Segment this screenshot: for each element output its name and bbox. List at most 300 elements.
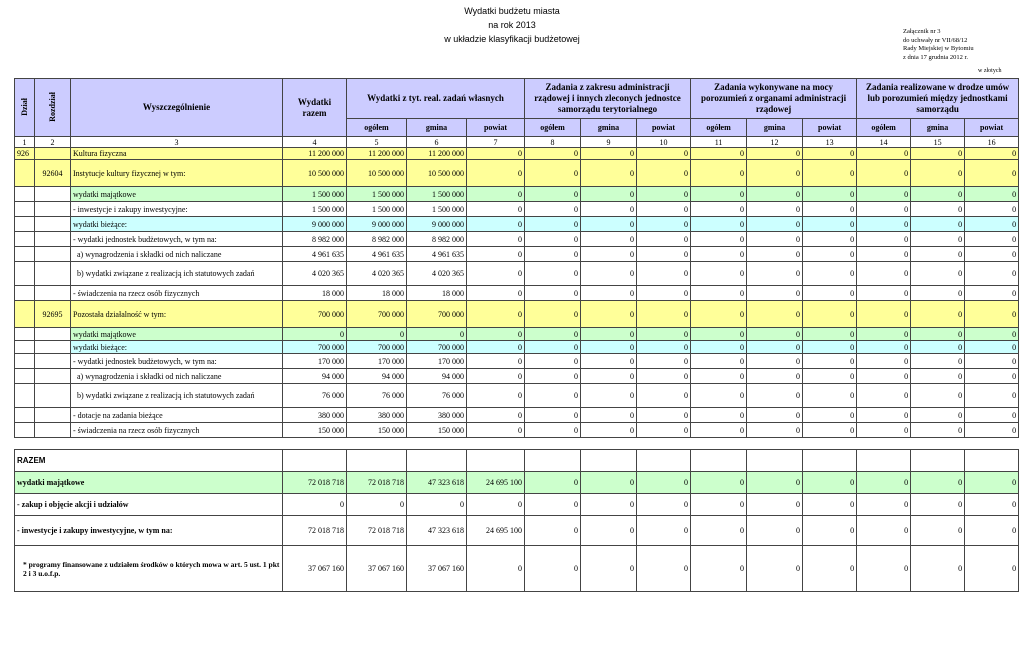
- cell-value: 0: [747, 232, 803, 247]
- cell-label: Instytucje kultury fizycznej w tym:: [71, 160, 283, 187]
- cell-value: 9 000 000: [347, 217, 407, 232]
- column-number: 8: [525, 137, 581, 148]
- cell-value: 0: [467, 423, 525, 438]
- cell-value: 0: [525, 187, 581, 202]
- annex-note: [903, 28, 974, 62]
- cell-value: 0: [911, 408, 965, 423]
- column-number: 11: [691, 137, 747, 148]
- column-number: 16: [965, 137, 1019, 148]
- cell-value: 0: [637, 341, 691, 354]
- col-dzial: Dział: [15, 79, 35, 137]
- cell-value: 4 961 635: [407, 247, 467, 262]
- cell-value: 0: [857, 247, 911, 262]
- cell-value: 0: [965, 202, 1019, 217]
- table-row: [15, 187, 1019, 202]
- cell-dzial: [15, 262, 35, 286]
- column-number: 3: [71, 137, 283, 148]
- cell-value: 4 020 365: [283, 262, 347, 286]
- cell-value: 0: [965, 262, 1019, 286]
- cell-dzial: [15, 286, 35, 301]
- razem-value: 0: [965, 494, 1019, 516]
- razem-value: 0: [581, 472, 637, 494]
- cell-value: 0: [525, 408, 581, 423]
- cell-value: 0: [691, 247, 747, 262]
- spacer-cell: [15, 438, 1019, 450]
- col-powiat: powiat: [965, 119, 1019, 137]
- cell-value: 0: [691, 187, 747, 202]
- razem-value: 0: [857, 546, 911, 592]
- cell-value: 76 000: [283, 384, 347, 408]
- cell-value: 76 000: [347, 384, 407, 408]
- cell-dzial: [15, 247, 35, 262]
- cell-value: 0: [581, 369, 637, 384]
- razem-empty-cell: [747, 450, 803, 472]
- cell-value: 0: [911, 369, 965, 384]
- cell-value: 8 982 000: [347, 232, 407, 247]
- cell-value: 0: [467, 369, 525, 384]
- cell-label: a) wynagrodzenia i składki od nich naliczane: [71, 369, 283, 384]
- cell-value: 0: [691, 369, 747, 384]
- col-ogolem: ogółem: [525, 119, 581, 137]
- col-group-drodze: Zadania realizowane w drodze umów lub porozumień między jednostkami samorządu: [857, 79, 1019, 119]
- column-number: 12: [747, 137, 803, 148]
- cell-value: 0: [911, 384, 965, 408]
- spacer-row: [15, 438, 1019, 450]
- table-row: [15, 262, 1019, 286]
- cell-value: 0: [467, 408, 525, 423]
- cell-label: - dotacje na zadania bieżące: [71, 408, 283, 423]
- cell-value: 0: [637, 217, 691, 232]
- cell-value: 0: [581, 160, 637, 187]
- cell-value: 700 000: [283, 301, 347, 328]
- table-row: [15, 369, 1019, 384]
- cell-rozdzial: [35, 262, 71, 286]
- razem-empty-cell: [283, 450, 347, 472]
- cell-value: 0: [747, 408, 803, 423]
- cell-value: 0: [525, 369, 581, 384]
- razem-empty-cell: [525, 450, 581, 472]
- cell-value: 0: [637, 369, 691, 384]
- cell-value: 0: [857, 328, 911, 341]
- razem-value: 0: [637, 546, 691, 592]
- cell-rozdzial: [35, 247, 71, 262]
- cell-value: 1 500 000: [407, 202, 467, 217]
- cell-value: 0: [965, 217, 1019, 232]
- cell-value: 0: [691, 202, 747, 217]
- cell-value: 8 982 000: [407, 232, 467, 247]
- razem-value: 0: [747, 546, 803, 592]
- document-subtitle: w układzie klasyfikacji budżetowej: [444, 34, 580, 44]
- cell-rozdzial: [35, 202, 71, 217]
- cell-value: 0: [637, 148, 691, 160]
- cell-value: 0: [525, 341, 581, 354]
- cell-value: 0: [525, 384, 581, 408]
- cell-value: 1 500 000: [407, 187, 467, 202]
- cell-value: 0: [581, 262, 637, 286]
- cell-value: 0: [637, 232, 691, 247]
- cell-value: 0: [691, 160, 747, 187]
- cell-value: 0: [637, 384, 691, 408]
- table-row: [15, 301, 1019, 328]
- razem-header-row: [15, 450, 1019, 472]
- cell-value: 0: [525, 301, 581, 328]
- cell-value: 0: [747, 247, 803, 262]
- razem-title: RAZEM: [15, 450, 283, 472]
- cell-value: 0: [803, 148, 857, 160]
- column-number: 14: [857, 137, 911, 148]
- cell-value: 1 500 000: [347, 187, 407, 202]
- cell-value: 0: [803, 160, 857, 187]
- razem-empty-cell: [407, 450, 467, 472]
- razem-value: 0: [965, 472, 1019, 494]
- cell-value: 0: [747, 202, 803, 217]
- razem-value: 0: [747, 494, 803, 516]
- annex-line: Załącznik nr 3: [903, 28, 941, 35]
- col-powiat: powiat: [467, 119, 525, 137]
- column-number: 15: [911, 137, 965, 148]
- cell-value: 0: [857, 202, 911, 217]
- razem-value: 0: [747, 516, 803, 546]
- razem-value: 0: [857, 472, 911, 494]
- cell-dzial: [15, 232, 35, 247]
- cell-value: 0: [965, 247, 1019, 262]
- razem-value: 0: [407, 494, 467, 516]
- cell-value: 0: [467, 354, 525, 369]
- cell-value: 700 000: [407, 341, 467, 354]
- cell-value: 0: [581, 202, 637, 217]
- razem-value: 0: [467, 494, 525, 516]
- cell-rozdzial: 92604: [35, 160, 71, 187]
- cell-value: 0: [965, 301, 1019, 328]
- cell-label: - świadczenia na rzecz osób fizycznych: [71, 286, 283, 301]
- annex-line: z dnia 17 grudnia 2012 r.: [903, 53, 968, 61]
- razem-value: 47 323 618: [407, 472, 467, 494]
- razem-value: 0: [637, 494, 691, 516]
- razem-value: 0: [911, 546, 965, 592]
- razem-value: 0: [857, 494, 911, 516]
- cell-dzial: [15, 217, 35, 232]
- razem-value: 0: [637, 516, 691, 546]
- cell-dzial: [15, 187, 35, 202]
- cell-value: 0: [747, 148, 803, 160]
- razem-value: 37 067 160: [347, 546, 407, 592]
- cell-rozdzial: [35, 328, 71, 341]
- col-powiat: powiat: [637, 119, 691, 137]
- cell-value: 4 961 635: [347, 247, 407, 262]
- cell-value: 0: [965, 148, 1019, 160]
- cell-value: 0: [911, 202, 965, 217]
- cell-value: 0: [467, 247, 525, 262]
- cell-label: wydatki majątkowe: [71, 187, 283, 202]
- cell-label: wydatki majątkowe: [71, 328, 283, 341]
- cell-value: 0: [637, 187, 691, 202]
- cell-value: 0: [857, 423, 911, 438]
- cell-value: 0: [467, 301, 525, 328]
- cell-value: 0: [581, 341, 637, 354]
- cell-value: 0: [637, 423, 691, 438]
- razem-empty-cell: [965, 450, 1019, 472]
- cell-rozdzial: [35, 384, 71, 408]
- cell-value: 0: [965, 354, 1019, 369]
- cell-value: 700 000: [407, 301, 467, 328]
- razem-empty-cell: [467, 450, 525, 472]
- cell-dzial: [15, 354, 35, 369]
- razem-value: 37 067 160: [283, 546, 347, 592]
- cell-rozdzial: [35, 286, 71, 301]
- cell-value: 0: [637, 202, 691, 217]
- razem-value: 0: [467, 546, 525, 592]
- razem-value: 0: [525, 472, 581, 494]
- table-row: [15, 423, 1019, 438]
- cell-value: 0: [965, 423, 1019, 438]
- table-row: [15, 202, 1019, 217]
- cell-value: 10 500 000: [347, 160, 407, 187]
- razem-label: - inwestycje i zakupy inwestycyjne, w tym na:: [15, 516, 283, 546]
- cell-value: 700 000: [347, 341, 407, 354]
- cell-value: 0: [581, 354, 637, 369]
- table-row: [15, 354, 1019, 369]
- cell-value: 0: [581, 423, 637, 438]
- column-number: 6: [407, 137, 467, 148]
- razem-value: 0: [347, 494, 407, 516]
- header-row-top: [15, 79, 1019, 119]
- cell-value: 150 000: [283, 423, 347, 438]
- col-ogolem: ogółem: [857, 119, 911, 137]
- cell-value: 0: [911, 262, 965, 286]
- cell-value: 0: [637, 247, 691, 262]
- cell-value: 0: [581, 408, 637, 423]
- cell-value: 94 000: [407, 369, 467, 384]
- razem-value: 0: [283, 494, 347, 516]
- cell-dzial: [15, 408, 35, 423]
- cell-value: 0: [467, 328, 525, 341]
- cell-value: 0: [525, 354, 581, 369]
- cell-value: 0: [803, 328, 857, 341]
- cell-value: 0: [911, 423, 965, 438]
- cell-dzial: [15, 202, 35, 217]
- cell-value: 10 500 000: [283, 160, 347, 187]
- cell-value: 0: [691, 286, 747, 301]
- cell-value: 0: [581, 328, 637, 341]
- cell-value: 0: [911, 217, 965, 232]
- cell-value: 0: [911, 354, 965, 369]
- cell-value: 0: [467, 202, 525, 217]
- cell-value: 0: [581, 148, 637, 160]
- cell-value: 0: [803, 232, 857, 247]
- cell-value: 1 500 000: [283, 202, 347, 217]
- column-number: 2: [35, 137, 71, 148]
- razem-value: 0: [965, 516, 1019, 546]
- cell-label: Kultura fizyczna: [71, 148, 283, 160]
- razem-value: 0: [691, 546, 747, 592]
- cell-value: 18 000: [283, 286, 347, 301]
- razem-row: [15, 472, 1019, 494]
- cell-value: 0: [691, 301, 747, 328]
- cell-value: 0: [911, 286, 965, 301]
- cell-value: 0: [747, 354, 803, 369]
- cell-value: 0: [911, 148, 965, 160]
- cell-rozdzial: 92695: [35, 301, 71, 328]
- razem-row: [15, 546, 1019, 592]
- razem-value: 0: [525, 494, 581, 516]
- cell-value: 9 000 000: [283, 217, 347, 232]
- table-row: [15, 232, 1019, 247]
- razem-value: 0: [581, 494, 637, 516]
- cell-label: Pozostała działalność w tym:: [71, 301, 283, 328]
- cell-value: 0: [803, 187, 857, 202]
- cell-value: 94 000: [347, 369, 407, 384]
- cell-value: 0: [911, 341, 965, 354]
- col-gmina: gmina: [911, 119, 965, 137]
- razem-row: [15, 494, 1019, 516]
- column-number: 10: [637, 137, 691, 148]
- razem-value: 72 018 718: [347, 472, 407, 494]
- cell-value: 0: [965, 232, 1019, 247]
- razem-value: 0: [637, 472, 691, 494]
- cell-value: 0: [857, 232, 911, 247]
- razem-label: wydatki majątkowe: [15, 472, 283, 494]
- cell-value: 4 961 635: [283, 247, 347, 262]
- cell-value: 0: [637, 354, 691, 369]
- cell-value: 0: [691, 262, 747, 286]
- cell-value: 0: [911, 232, 965, 247]
- cell-value: 0: [857, 408, 911, 423]
- cell-value: 0: [467, 341, 525, 354]
- currency-unit: w złotych: [978, 68, 1002, 74]
- table-row: [15, 384, 1019, 408]
- column-number: 13: [803, 137, 857, 148]
- cell-value: 0: [747, 187, 803, 202]
- cell-value: 150 000: [347, 423, 407, 438]
- razem-value: 0: [691, 472, 747, 494]
- razem-value: 24 695 100: [467, 472, 525, 494]
- cell-label: b) wydatki związane z realizacją ich statutowych zadań: [71, 384, 283, 408]
- razem-value: 0: [691, 494, 747, 516]
- budget-table: [14, 78, 1019, 592]
- cell-value: 0: [467, 286, 525, 301]
- cell-value: 0: [581, 301, 637, 328]
- cell-value: 4 020 365: [347, 262, 407, 286]
- table-row: [15, 341, 1019, 354]
- cell-value: 0: [857, 148, 911, 160]
- cell-rozdzial: [35, 423, 71, 438]
- document-title: Wydatki budżetu miasta: [464, 6, 560, 16]
- cell-value: 1 500 000: [347, 202, 407, 217]
- col-wyszczegolnienie: Wyszczególnienie: [71, 79, 283, 137]
- table-row: [15, 247, 1019, 262]
- cell-value: 380 000: [407, 408, 467, 423]
- cell-value: 9 000 000: [407, 217, 467, 232]
- razem-value: 72 018 718: [347, 516, 407, 546]
- cell-value: 8 982 000: [283, 232, 347, 247]
- column-number: 5: [347, 137, 407, 148]
- cell-value: 0: [857, 384, 911, 408]
- cell-value: 0: [525, 247, 581, 262]
- cell-value: 0: [283, 328, 347, 341]
- cell-value: 0: [691, 217, 747, 232]
- column-number: 1: [15, 137, 35, 148]
- cell-value: 0: [803, 408, 857, 423]
- cell-value: 0: [691, 408, 747, 423]
- cell-value: 380 000: [283, 408, 347, 423]
- cell-label: - wydatki jednostek budżetowych, w tym na:: [71, 232, 283, 247]
- razem-value: 24 695 100: [467, 516, 525, 546]
- cell-value: 0: [525, 286, 581, 301]
- razem-value: 0: [803, 546, 857, 592]
- cell-value: 170 000: [347, 354, 407, 369]
- cell-value: 0: [857, 354, 911, 369]
- cell-dzial: 926: [15, 148, 35, 160]
- cell-value: 0: [467, 384, 525, 408]
- cell-value: 0: [525, 160, 581, 187]
- col-powiat: powiat: [803, 119, 857, 137]
- cell-label: a) wynagrodzenia i składki od nich naliczane: [71, 247, 283, 262]
- razem-empty-cell: [691, 450, 747, 472]
- cell-dzial: [15, 328, 35, 341]
- cell-rozdzial: [35, 369, 71, 384]
- col-group-wlasne: Wydatki z tyt. real. zadań własnych: [347, 79, 525, 119]
- cell-value: 94 000: [283, 369, 347, 384]
- razem-row: [15, 516, 1019, 546]
- cell-value: 0: [581, 247, 637, 262]
- cell-value: 0: [747, 328, 803, 341]
- cell-label: wydatki bieżące:: [71, 341, 283, 354]
- cell-value: 0: [965, 341, 1019, 354]
- cell-value: 170 000: [283, 354, 347, 369]
- cell-value: 0: [911, 301, 965, 328]
- cell-dzial: [15, 301, 35, 328]
- column-numbers-row: [15, 137, 1019, 148]
- col-rozdzial: Rozdział: [35, 79, 71, 137]
- cell-value: 0: [691, 148, 747, 160]
- razem-empty-cell: [347, 450, 407, 472]
- cell-value: 0: [965, 369, 1019, 384]
- cell-value: 0: [857, 217, 911, 232]
- cell-value: 0: [803, 384, 857, 408]
- column-number: 7: [467, 137, 525, 148]
- cell-value: 0: [467, 148, 525, 160]
- razem-value: 0: [747, 472, 803, 494]
- cell-value: 0: [803, 301, 857, 328]
- cell-value: 0: [691, 354, 747, 369]
- cell-dzial: [15, 423, 35, 438]
- cell-value: 0: [525, 328, 581, 341]
- razem-value: 47 323 618: [407, 516, 467, 546]
- cell-value: 76 000: [407, 384, 467, 408]
- table-row: [15, 160, 1019, 187]
- cell-label: wydatki bieżące:: [71, 217, 283, 232]
- cell-value: 0: [581, 384, 637, 408]
- cell-value: 0: [581, 217, 637, 232]
- cell-value: 1 500 000: [283, 187, 347, 202]
- cell-value: 0: [965, 328, 1019, 341]
- razem-label: * programy finansowane z udziałem środków o których mowa w art. 5 ust. 1 pkt 2 i 3 u.o.f.p.: [15, 546, 283, 592]
- cell-value: 0: [803, 262, 857, 286]
- cell-value: 11 200 000: [283, 148, 347, 160]
- cell-rozdzial: [35, 232, 71, 247]
- cell-value: 0: [467, 187, 525, 202]
- cell-value: 380 000: [347, 408, 407, 423]
- cell-rozdzial: [35, 354, 71, 369]
- cell-value: 0: [965, 187, 1019, 202]
- cell-value: 0: [525, 217, 581, 232]
- table-row: [15, 286, 1019, 301]
- cell-value: 0: [747, 217, 803, 232]
- col-ogolem: ogółem: [347, 119, 407, 137]
- razem-value: 72 018 718: [283, 516, 347, 546]
- cell-value: 0: [857, 301, 911, 328]
- cell-dzial: [15, 160, 35, 187]
